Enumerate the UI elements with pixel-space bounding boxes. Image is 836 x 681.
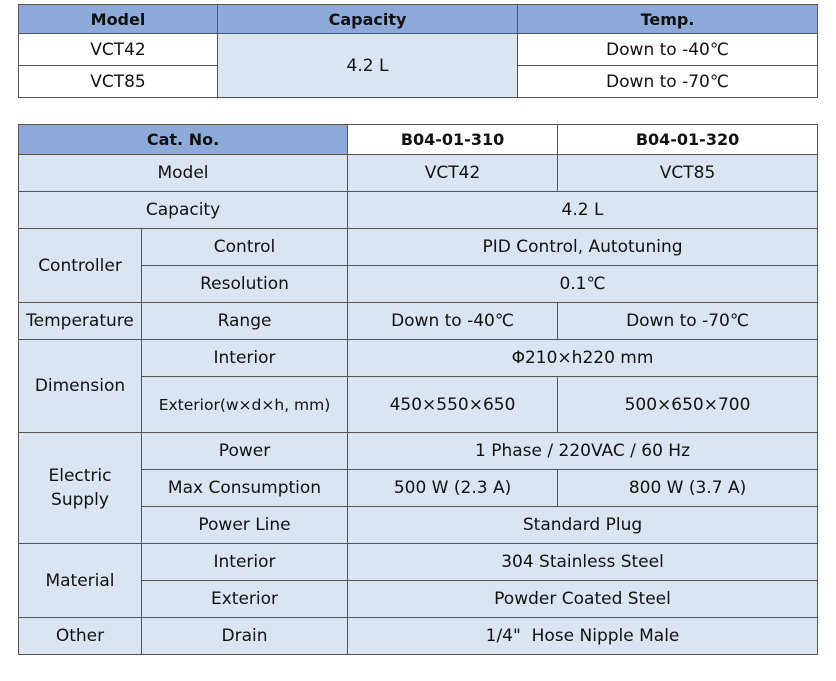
spec-row-dim-interior: [19, 340, 818, 377]
power-line-value: Standard Plug: [348, 507, 818, 544]
electric-supply-line1: Electric: [48, 466, 112, 486]
dim-interior-label: Interior: [142, 340, 348, 377]
electric-supply-line2: Supply: [51, 490, 109, 510]
cat-no-label: Cat. No.: [19, 125, 348, 155]
summary-temp: Down to -70℃: [518, 66, 818, 98]
range-label: Range: [142, 303, 348, 340]
specifications-table: [18, 124, 818, 655]
max-consumption-b: 800 W (3.7 A): [558, 470, 818, 507]
summary-model: VCT42: [19, 34, 218, 66]
other-group: Other: [19, 618, 142, 655]
resolution-value: 0.1℃: [348, 266, 818, 303]
resolution-label: Resolution: [142, 266, 348, 303]
summary-header-row: [19, 5, 818, 34]
spec-row-material-interior: [19, 544, 818, 581]
cat-no-a: B04-01-310: [348, 125, 558, 155]
dim-exterior-a: 450×550×650: [348, 377, 558, 433]
model-label: Model: [19, 155, 348, 192]
summary-capacity: 4.2 L: [218, 34, 518, 98]
power-value: 1 Phase / 220VAC / 60 Hz: [348, 433, 818, 470]
drain-value: 1/4" Hose Nipple Male: [348, 618, 818, 655]
material-exterior-value: Powder Coated Steel: [348, 581, 818, 618]
max-consumption-a: 500 W (2.3 A): [348, 470, 558, 507]
spec-row-drain: [19, 618, 818, 655]
material-interior-label: Interior: [142, 544, 348, 581]
range-a: Down to -40℃: [348, 303, 558, 340]
drain-label: Drain: [142, 618, 348, 655]
dim-interior-value: Φ210×h220 mm: [348, 340, 818, 377]
spec-row-range: [19, 303, 818, 340]
spec-row-control: [19, 229, 818, 266]
spec-header-row: [19, 125, 818, 155]
power-label: Power: [142, 433, 348, 470]
summary-header-temp: Temp.: [518, 5, 818, 34]
electric-supply-group: [19, 433, 142, 544]
dimension-group: Dimension: [19, 340, 142, 433]
summary-header-model: Model: [19, 5, 218, 34]
spec-row-power: [19, 433, 818, 470]
max-consumption-label: Max Consumption: [142, 470, 348, 507]
capacity-value: 4.2 L: [348, 192, 818, 229]
material-group: Material: [19, 544, 142, 618]
summary-header-capacity: Capacity: [218, 5, 518, 34]
temperature-group: Temperature: [19, 303, 142, 340]
model-a: VCT42: [348, 155, 558, 192]
spec-row-model: [19, 155, 818, 192]
summary-row: [19, 34, 818, 66]
cat-no-b: B04-01-320: [558, 125, 818, 155]
summary-model: VCT85: [19, 66, 218, 98]
model-b: VCT85: [558, 155, 818, 192]
control-label: Control: [142, 229, 348, 266]
dim-exterior-b: 500×650×700: [558, 377, 818, 433]
material-exterior-label: Exterior: [142, 581, 348, 618]
control-value: PID Control, Autotuning: [348, 229, 818, 266]
range-b: Down to -70℃: [558, 303, 818, 340]
dim-exterior-label: Exterior(w×d×h, mm): [142, 377, 348, 433]
power-line-label: Power Line: [142, 507, 348, 544]
model-summary-table: [18, 4, 818, 98]
controller-group: Controller: [19, 229, 142, 303]
summary-temp: Down to -40℃: [518, 34, 818, 66]
capacity-label: Capacity: [19, 192, 348, 229]
material-interior-value: 304 Stainless Steel: [348, 544, 818, 581]
spec-row-capacity: [19, 192, 818, 229]
